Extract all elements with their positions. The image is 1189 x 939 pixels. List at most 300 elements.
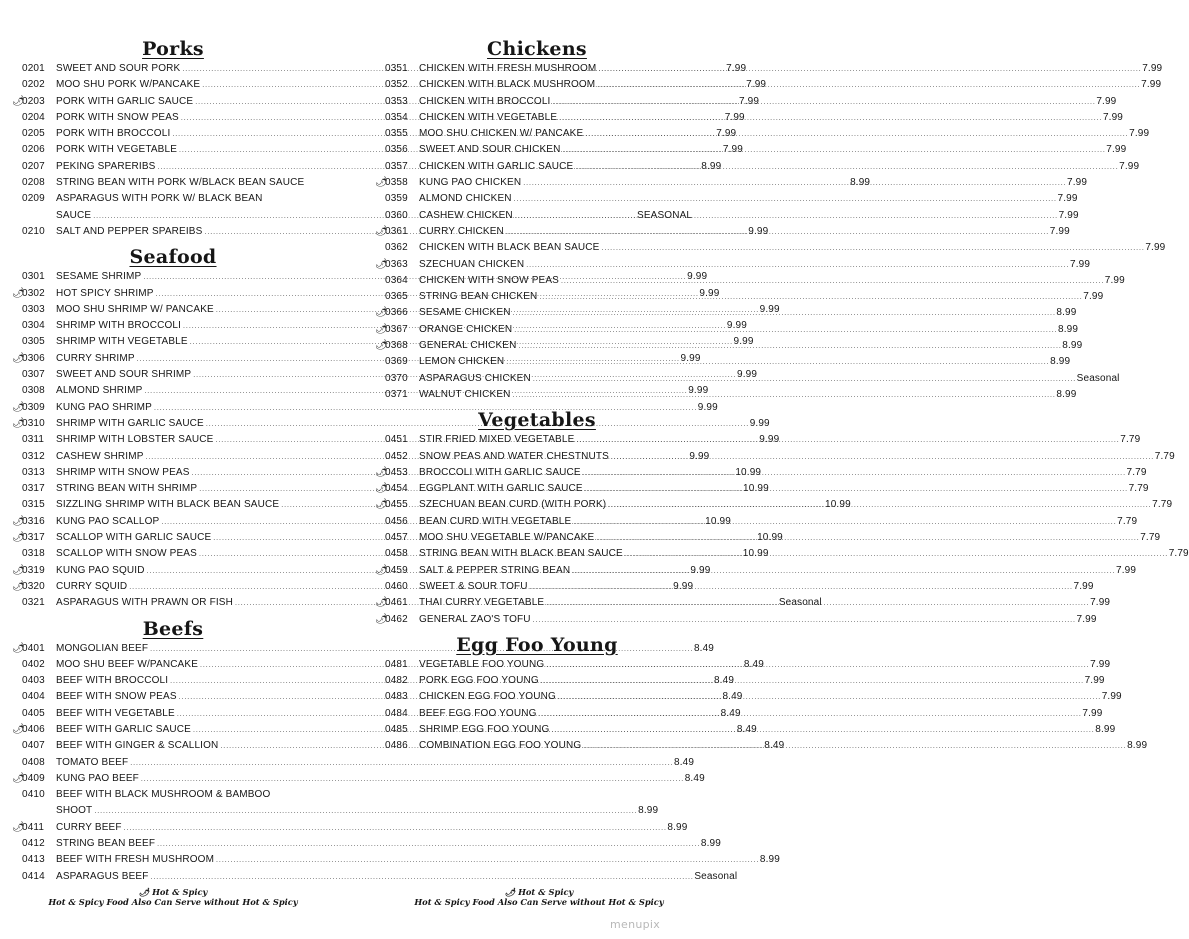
- item-price: 8.99: [1127, 740, 1148, 752]
- spicy-note: Hot & Spicy Food Also Can Serve without Hot & Spicy: [414, 897, 664, 907]
- item-code: 0355: [385, 128, 408, 140]
- item-name: CURRY CHICKEN: [419, 225, 504, 237]
- item-code: 0462: [385, 613, 408, 625]
- item-price: 7.79: [1154, 450, 1175, 462]
- menu-item: [385, 95, 1117, 112]
- item-price: 8.49: [720, 707, 741, 719]
- item-code: 0486: [385, 740, 408, 752]
- menu-item: [22, 838, 721, 854]
- dot-leader: [575, 161, 1117, 174]
- item-code: 0414: [22, 870, 45, 882]
- item-name: CHICKEN WITH GARLIC SAUCE: [419, 160, 574, 172]
- dot-leader: [553, 96, 1095, 109]
- item-code: 0209: [22, 193, 45, 205]
- item-name: ORANGE CHICKEN: [419, 323, 513, 335]
- item-code: 0453: [385, 466, 408, 478]
- item-name: STRING BEAN BEEF: [56, 838, 156, 850]
- item-name: STRING BEAN CHICKEN: [419, 291, 538, 303]
- item-name: CHICKEN WITH SNOW PEAS: [419, 274, 559, 286]
- menu-item: [22, 870, 738, 887]
- item-name: CHICKEN WITH BROCCOLI: [419, 95, 551, 107]
- item-price: 7.99: [1106, 144, 1127, 156]
- item-name: MOO SHU PORK W/PANCAKE: [56, 79, 201, 91]
- chili-pepper-icon: 🌶: [12, 532, 25, 544]
- menu-item: [12, 821, 688, 838]
- item-price: 7.99: [722, 144, 743, 156]
- item-price: 7.99: [1058, 209, 1079, 221]
- dot-leader: [561, 275, 1103, 288]
- item-code: 0203: [22, 95, 45, 107]
- spicy-note: Hot & Spicy Food Also Can Serve without Hot & Spicy: [48, 897, 298, 907]
- item-price: 8.49: [722, 691, 743, 703]
- item-code: 0461: [385, 597, 408, 609]
- item-code: 0205: [22, 128, 45, 140]
- item-code: 0457: [385, 532, 408, 544]
- dot-leader: [539, 291, 1081, 304]
- item-price: 7.99: [1102, 111, 1124, 123]
- item-price: 8.49: [743, 658, 764, 670]
- item-code: 0369: [385, 356, 408, 368]
- item-code: 0362: [385, 242, 408, 254]
- chili-pepper-icon: 🌶: [12, 417, 25, 429]
- item-code: 0359: [385, 193, 408, 205]
- item-code: 0201: [22, 63, 45, 74]
- item-code: 0358: [385, 177, 408, 189]
- item-price: 9.99: [689, 450, 710, 462]
- item-code: 0485: [385, 723, 408, 735]
- item-name: BEEF WITH FRESH MUSHROOM: [56, 854, 215, 866]
- item-code: 0308: [22, 385, 45, 397]
- item-code: 0316: [22, 515, 45, 527]
- chili-pepper-icon: 🌶: [12, 580, 25, 592]
- section-title-vegetables: Vegetables: [478, 409, 596, 432]
- item-name: SNOW PEAS AND WATER CHESTNUTS: [419, 450, 609, 462]
- item-code: 0312: [22, 450, 45, 462]
- item-name: KUNG PAO SCALLOP: [56, 515, 160, 527]
- item-code: 0460: [385, 580, 408, 592]
- item-code: 0458: [385, 548, 408, 560]
- dot-leader: [514, 193, 1056, 206]
- item-code: 0402: [22, 658, 45, 670]
- item-name: CURRY SHRIMP: [56, 352, 135, 364]
- dot-leader: [513, 307, 1055, 320]
- item-code: 0206: [22, 144, 45, 156]
- item-code: 0481: [385, 658, 408, 670]
- item-name: CASHEW CHICKEN: [419, 209, 513, 221]
- item-code: 0317: [22, 483, 45, 495]
- item-name: STRING BEAN WITH BLACK BEAN SAUCE: [419, 548, 623, 560]
- item-name: MOO SHU VEGETABLE W/PANCAKE: [419, 532, 595, 544]
- item-code: 0303: [22, 303, 45, 315]
- dot-leader: [515, 210, 1057, 223]
- dot-leader: [216, 854, 758, 867]
- item-code: 0202: [22, 79, 45, 91]
- item-price: 8.49: [674, 756, 695, 768]
- chili-pepper-icon: 🌶: [375, 225, 388, 237]
- dot-leader: [597, 79, 1139, 92]
- item-code: 0409: [22, 772, 45, 784]
- menu-item: [385, 209, 1079, 226]
- item-code: 0459: [385, 564, 408, 576]
- item-price: 7.99: [1129, 128, 1150, 140]
- chili-pepper-icon: 🌶: [375, 613, 388, 625]
- item-name: SHRIMP EGG FOO YOUNG: [419, 723, 550, 735]
- item-price: 7.79: [1152, 499, 1173, 511]
- item-code: 0356: [385, 144, 408, 156]
- item-price: 7.99: [1057, 193, 1078, 205]
- footer-right: [374, 887, 704, 907]
- watermark: menupix: [610, 918, 661, 931]
- item-price: 7.99: [746, 79, 767, 91]
- item-name: MOO SHU BEEF W/PANCAKE: [56, 658, 199, 670]
- item-name: GENERAL ZAO'S TOFU: [419, 613, 531, 625]
- item-name: CHICKEN WITH FRESH MUSHROOM: [419, 63, 597, 74]
- item-price: 7.79: [1168, 548, 1189, 560]
- item-code: 0363: [385, 258, 408, 270]
- item-name: SALT AND PEPPER SPAREIBS: [56, 225, 203, 237]
- item-name: BROCCOLI WITH GARLIC SAUCE: [419, 466, 581, 478]
- chili-pepper-icon: 🌶: [12, 287, 25, 299]
- chili-pepper-icon: 🌶: [375, 564, 388, 576]
- item-price: 7.99: [1142, 63, 1163, 74]
- item-code: 0403: [22, 675, 45, 687]
- dot-leader: [514, 324, 1056, 337]
- item-code: 0401: [22, 642, 45, 654]
- item-code: 0311: [22, 434, 45, 446]
- item-code: 0301: [22, 271, 45, 283]
- section-title-beefs: Beefs: [142, 617, 204, 640]
- item-code: 0404: [22, 691, 45, 703]
- item-code: 0309: [22, 401, 45, 413]
- item-price: 9.99: [759, 303, 780, 315]
- section-title-seafood: Seafood: [129, 246, 217, 269]
- item-price: 7.99: [1116, 564, 1137, 576]
- item-code: 0204: [22, 111, 45, 123]
- item-name: SALT & PEPPER STRING BEAN: [419, 564, 571, 576]
- item-name: EGGPLANT WITH GARLIC SAUCE: [419, 483, 583, 495]
- chili-pepper-icon: 🌶: [12, 352, 25, 364]
- item-price: 7.99: [1076, 613, 1097, 625]
- dot-leader: [141, 773, 683, 786]
- item-name: STRING BEAN WITH SHRIMP: [56, 483, 198, 495]
- item-name: SIZZLING SHRIMP WITH BLACK BEAN SAUCE: [56, 499, 280, 511]
- item-name: SWEET AND SOUR CHICKEN: [419, 144, 561, 156]
- item-name: SHOOT: [56, 805, 93, 817]
- chili-pepper-icon: 🌶: [375, 177, 388, 189]
- item-price: 10.99: [742, 548, 769, 560]
- chili-pepper-icon: 🌶: [375, 483, 388, 495]
- item-code: 0407: [22, 740, 45, 752]
- menu-item: [12, 772, 705, 789]
- dot-leader: [572, 565, 1114, 578]
- chili-pepper-icon: 🌶: [375, 340, 388, 352]
- item-code: 0455: [385, 499, 408, 511]
- menu-item: [385, 242, 1166, 258]
- item-name: SESAME SHRIMP: [56, 271, 142, 283]
- menu-item: [385, 128, 1150, 144]
- item-code: 0319: [22, 564, 45, 576]
- item-name: SHRIMP WITH GARLIC SAUCE: [56, 417, 204, 429]
- item-price: 8.99: [1050, 356, 1071, 368]
- item-price: 9.99: [737, 369, 758, 381]
- dot-leader: [518, 340, 1060, 353]
- item-name: BEEF WITH BLACK MUSHROOM & BAMBOO: [56, 789, 271, 801]
- item-name: PORK WITH BROCCOLI: [56, 128, 171, 140]
- item-name: MOO SHU SHRIMP W/ PANCAKE: [56, 303, 214, 315]
- item-price: 7.99: [1082, 707, 1103, 719]
- item-name: SZECHUAN CHICKEN: [419, 258, 525, 270]
- item-price: 7.99: [1073, 580, 1094, 592]
- dot-leader: [551, 724, 1093, 737]
- dot-leader: [130, 757, 672, 770]
- dot-leader: [541, 675, 1083, 688]
- item-price: 7.99: [1119, 160, 1140, 172]
- chili-pepper-icon: 🌶: [504, 887, 516, 897]
- item-price: 7.99: [1083, 291, 1104, 303]
- item-name: CHICKEN EGG FOO YOUNG: [419, 691, 556, 703]
- item-code: 0412: [22, 838, 45, 850]
- item-price: 7.99: [1084, 675, 1105, 687]
- item-price: 8.99: [850, 177, 871, 189]
- item-name: SCALLOP WITH GARLIC SAUCE: [56, 532, 212, 544]
- item-code: 0320: [22, 580, 45, 592]
- item-name: SHRIMP WITH BROCCOLI: [56, 320, 182, 332]
- item-code: 0367: [385, 323, 408, 335]
- item-name: ASPARAGUS BEEF: [56, 870, 149, 882]
- item-code: 0484: [385, 707, 408, 719]
- dot-leader: [611, 451, 1153, 464]
- item-name: BEEF WITH GARLIC SAUCE: [56, 723, 191, 735]
- menu-item: [22, 756, 695, 773]
- item-name: BEEF WITH BROCCOLI: [56, 675, 169, 687]
- legend-label: Hot & Spicy: [518, 887, 574, 897]
- item-price: 7.79: [1120, 434, 1141, 446]
- item-name: BEEF EGG FOO YOUNG: [419, 707, 537, 719]
- item-name: ASPARAGUS CHICKEN: [419, 372, 531, 384]
- item-name: KUNG PAO BEEF: [56, 772, 139, 784]
- item-code: 0304: [22, 320, 45, 332]
- menu-item: [385, 63, 1163, 79]
- item-price: 7.99: [716, 128, 737, 140]
- item-code: 0360: [385, 209, 408, 221]
- chili-pepper-icon: 🌶: [12, 95, 25, 107]
- dot-leader: [559, 112, 1101, 125]
- menu-item: [385, 79, 1162, 95]
- item-price: 10.99: [735, 466, 762, 478]
- item-name: KUNG PAO SHRIMP: [56, 401, 152, 413]
- dot-leader: [94, 805, 636, 818]
- dot-leader: [513, 389, 1055, 402]
- item-price: 9.99: [680, 352, 701, 364]
- chili-pepper-icon: 🌶: [375, 597, 388, 609]
- item-name: LEMON CHICKEN: [419, 356, 505, 368]
- item-name: CASHEW SHRIMP: [56, 450, 144, 462]
- item-price: 7.99: [1070, 258, 1091, 270]
- item-name: SHRIMP WITH VEGETABLE: [56, 336, 188, 348]
- dot-leader: [573, 516, 1115, 529]
- dot-leader: [533, 373, 1075, 386]
- chili-pepper-icon: 🌶: [375, 466, 388, 478]
- dot-leader: [583, 467, 1125, 480]
- item-price: 7.99: [1141, 79, 1162, 91]
- item-name: BEEF WITH VEGETABLE: [56, 707, 175, 719]
- item-price: 9.99: [699, 287, 720, 299]
- item-price: 8.49: [713, 675, 735, 687]
- item-price: 8.99: [667, 821, 688, 833]
- item-price: 8.99: [1062, 340, 1083, 352]
- item-name: SAUCE: [56, 209, 92, 221]
- item-price: 10.99: [705, 515, 731, 527]
- dot-leader: [506, 226, 1048, 239]
- dot-leader: [533, 614, 1075, 627]
- chili-pepper-icon: 🌶: [375, 323, 388, 335]
- menu-item: [385, 111, 1124, 128]
- item-code: 0302: [22, 287, 45, 299]
- item-name: TOMATO BEEF: [56, 756, 129, 768]
- item-price: 9.99: [733, 336, 754, 348]
- item-price: 7.99: [739, 95, 760, 107]
- item-price: 8.49: [764, 740, 785, 752]
- item-code: 0368: [385, 340, 408, 352]
- menu-item: [385, 193, 1078, 209]
- item-code: 0210: [22, 225, 45, 237]
- item-price: Seasonal: [778, 597, 822, 609]
- item-name: SHRIMP WITH LOBSTER SAUCE: [56, 434, 214, 446]
- item-code: 0370: [385, 372, 408, 384]
- item-name: SWEET & SOUR TOFU: [419, 580, 528, 592]
- item-name: SCALLOP WITH SNOW PEAS: [56, 548, 197, 560]
- chili-pepper-icon: 🌶: [12, 564, 25, 576]
- item-price: 9.99: [673, 580, 694, 592]
- item-code: 0357: [385, 160, 408, 172]
- dot-leader: [506, 356, 1048, 369]
- item-price: 7.99: [726, 63, 747, 74]
- dot-leader: [523, 177, 1065, 190]
- item-code: 0364: [385, 274, 408, 286]
- dot-leader: [539, 708, 1081, 721]
- item-code: 0410: [22, 789, 45, 801]
- item-code: 0451: [385, 434, 408, 446]
- item-price: 8.99: [1056, 307, 1077, 319]
- item-code: 0313: [22, 466, 45, 478]
- section-title-egg-foo-young: Egg Foo Young: [456, 633, 618, 656]
- item-name: PORK WITH VEGETABLE: [56, 144, 178, 156]
- item-name: MONGOLIAN BEEF: [56, 642, 149, 654]
- item-price: 8.99: [638, 805, 659, 817]
- menu-item: [22, 193, 324, 209]
- legend-label: Hot & Spicy: [152, 887, 208, 897]
- item-name: BEAN CURD WITH VEGETABLE: [419, 515, 572, 527]
- item-name: BEEF WITH GINGER & SCALLION: [56, 740, 219, 752]
- item-code: 0321: [22, 597, 45, 609]
- chili-pepper-icon: 🌶: [375, 499, 388, 511]
- item-price: 9.99: [748, 225, 769, 237]
- item-code: 0306: [22, 352, 45, 364]
- item-price: 7.79: [1126, 466, 1147, 478]
- item-code: 0315: [22, 499, 45, 511]
- item-price: 7.79: [1140, 532, 1161, 544]
- item-code: 0482: [385, 675, 408, 687]
- item-price: 8.99: [1056, 388, 1077, 400]
- item-code: 0411: [22, 821, 45, 833]
- item-name: PORK WITH SNOW PEAS: [56, 111, 179, 123]
- item-price: 7.99: [1101, 691, 1122, 703]
- item-price: 7.99: [1049, 225, 1070, 237]
- item-name: GENERAL CHICKEN: [419, 340, 517, 352]
- dot-leader: [546, 659, 1088, 672]
- item-name: MOO SHU CHICKEN W/ PANCAKE: [419, 128, 584, 140]
- item-price: SEASONAL: [637, 209, 693, 221]
- chili-pepper-icon: 🌶: [12, 772, 25, 784]
- item-code: 0352: [385, 79, 408, 91]
- chili-pepper-icon: 🌶: [375, 307, 388, 319]
- item-name: CHICKEN WITH BLACK BEAN SAUCE: [419, 242, 600, 254]
- item-code: 0371: [385, 388, 408, 400]
- item-name: CHICKEN WITH BLACK MUSHROOM: [419, 79, 596, 91]
- item-name: CURRY SQUID: [56, 580, 128, 592]
- dot-leader: [124, 822, 666, 835]
- chili-pepper-icon: 🌶: [375, 258, 388, 270]
- item-name: ALMOND SHRIMP: [56, 385, 143, 397]
- item-name: COMBINATION EGG FOO YOUNG: [419, 740, 582, 752]
- section-title-chickens: Chickens: [487, 38, 587, 60]
- item-name: BEEF WITH SNOW PEAS: [56, 691, 177, 703]
- item-code: 0405: [22, 707, 45, 719]
- item-name: CURRY BEEF: [56, 821, 122, 833]
- item-code: 0351: [385, 63, 408, 74]
- dot-leader: [151, 871, 693, 884]
- item-name: PORK WITH GARLIC SAUCE: [56, 95, 194, 107]
- item-code: 0413: [22, 854, 45, 866]
- item-price: 10.99: [757, 532, 783, 544]
- item-name: PORK EGG FOO YOUNG: [419, 675, 539, 687]
- item-name: PEKING SPARERIBS: [56, 160, 156, 172]
- item-code: 0208: [22, 177, 45, 189]
- item-price: 10.99: [743, 483, 769, 495]
- item-code: 0353: [385, 95, 408, 107]
- item-code: 0406: [22, 723, 45, 735]
- item-name: CHICKEN WITH VEGETABLE: [419, 111, 558, 123]
- item-name: STIR FRIED MIXED VEGETABLE: [419, 434, 575, 446]
- item-name: SZECHUAN BEAN CURD (WITH PORK): [419, 499, 607, 511]
- item-price: 8.49: [736, 723, 757, 735]
- dot-leader: [585, 483, 1127, 496]
- item-price: 7.99: [724, 111, 745, 123]
- menu-item: [375, 258, 1091, 275]
- dot-leader: [530, 581, 1072, 594]
- item-price: 7.99: [1096, 95, 1117, 107]
- item-price: 9.99: [759, 434, 780, 446]
- item-code: 0207: [22, 160, 45, 172]
- item-price: 7.99: [1067, 177, 1088, 189]
- item-name: ASPARAGUS WITH PORK W/ BLACK BEAN: [56, 193, 263, 205]
- item-price: 9.99: [690, 564, 711, 576]
- item-code: 0365: [385, 291, 408, 303]
- item-price: 9.99: [688, 385, 709, 397]
- dot-leader: [583, 740, 1125, 753]
- item-name: HOT SPICY SHRIMP: [56, 287, 154, 299]
- item-name: VEGETABLE FOO YOUNG: [419, 658, 545, 670]
- chili-pepper-icon: 🌶: [138, 887, 150, 897]
- footer-left: [8, 887, 338, 907]
- item-code: 0318: [22, 548, 45, 560]
- chili-pepper-icon: 🌶: [12, 723, 25, 735]
- item-price: 7.99: [1145, 242, 1166, 254]
- item-price: 7.79: [1128, 483, 1149, 495]
- menu-item: [22, 789, 324, 805]
- item-code: 0366: [385, 307, 408, 319]
- item-name: SWEET AND SOUR PORK: [56, 63, 181, 74]
